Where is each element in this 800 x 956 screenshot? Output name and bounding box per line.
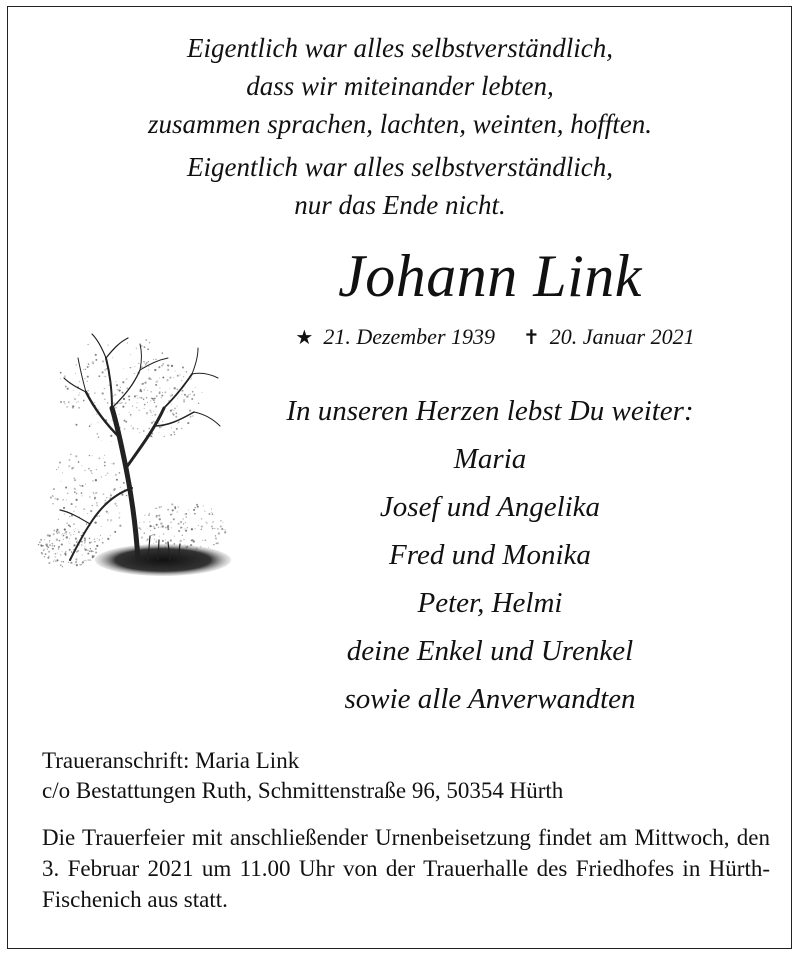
birth-date: 21. Dezember 1939	[323, 324, 496, 349]
deceased-name: Johann Link	[338, 243, 642, 309]
ceremony-text: Die Trauerfeier mit anschließender Urnenbeisetzung findet am Mittwoch, den 3. Februar 2021 um 11.00 Uhr von der Trauerhalle des Friedhofes in Hürth-Fischenich aus statt.	[42, 825, 770, 912]
life-dates	[250, 322, 740, 353]
poem-line: dass wir miteinander lebten,	[246, 71, 554, 101]
mourning-address	[42, 746, 772, 806]
mourner-name: sowie alle Anverwandten	[344, 683, 636, 715]
poem-line: zusammen sprachen, lachten, weinten, hofften.	[148, 109, 652, 139]
death-date: 20. Januar 2021	[549, 324, 695, 349]
poem-line: nur das Ende nicht.	[294, 190, 506, 220]
address-line: c/o Bestattungen Ruth, Schmittenstraße 96, 50354 Hürth	[42, 778, 564, 803]
address-line: Traueranschrift: Maria Link	[42, 748, 300, 773]
mourners-block	[230, 387, 750, 723]
poem-stanza-1	[0, 29, 800, 143]
mourner-name: Fred und Monika	[389, 539, 591, 571]
mourner-name: Josef und Angelika	[379, 491, 601, 523]
poem-stanza-2	[0, 148, 800, 224]
tree-icon	[8, 298, 248, 628]
cross-icon: ✝	[523, 327, 540, 349]
poem-line: Eigentlich war alles selbstverständlich,	[187, 152, 613, 182]
mourner-name: deine Enkel und Urenkel	[346, 635, 634, 667]
mourner-name: Maria	[453, 443, 527, 475]
star-icon: ★	[295, 327, 314, 349]
mourner-name: Peter, Helmi	[417, 587, 563, 619]
mourners-intro: In unseren Herzen lebst Du weiter:	[286, 395, 694, 427]
poem-line: Eigentlich war alles selbstverständlich,	[187, 33, 613, 63]
